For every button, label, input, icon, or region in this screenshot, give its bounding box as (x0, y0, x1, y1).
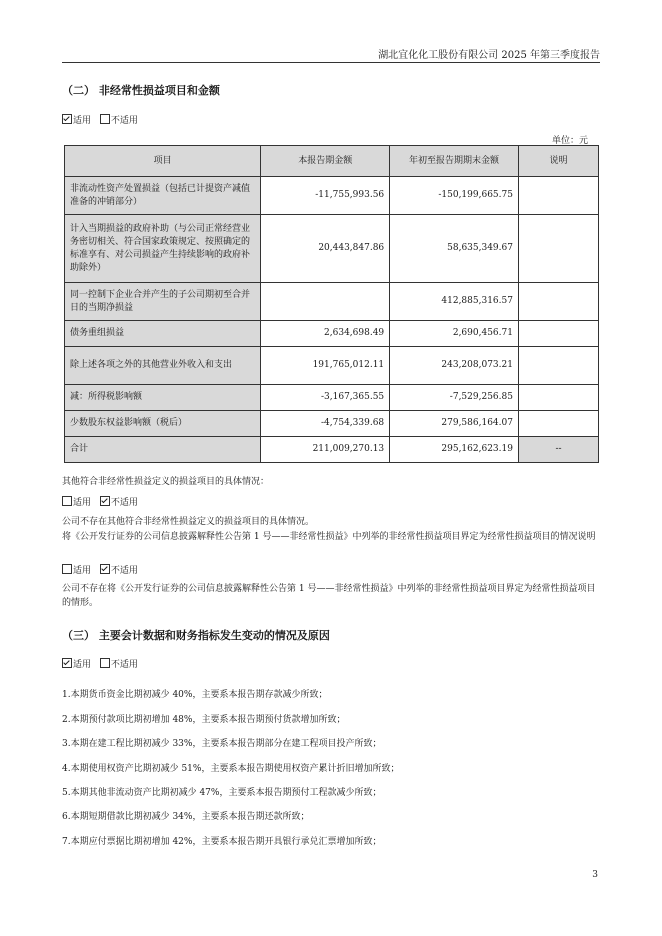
list-item: 3.本期在建工程比期初减少 33%，主要系本报告期部分在建工程项目投产所致； (62, 739, 382, 749)
other-items-label: 其他符合非经常性损益定义的损益项目的具体情况： (62, 477, 270, 487)
table-row: 除上述各项之外的其他营业外收入和支出 191,765,012.11 243,208,073.21 (65, 347, 599, 385)
list-item: 4.本期使用权资产比期初减少 51%，主要系本报告期使用权资产累计折旧增加所致； (62, 764, 400, 774)
other-items-applicability: 适用 不适用 (62, 495, 138, 508)
section-2-title: （二） 非经常性损益项目和金额 (62, 84, 220, 97)
header-ytd: 年初至报告期期末金额 (390, 146, 519, 177)
non-recurring-items-table (64, 145, 599, 463)
reclass-applicability: 适用 不适用 (62, 563, 138, 576)
list-item: 2.本期预付款项比期初增加 48%，主要系本报告期预付货款增加所致； (62, 715, 346, 725)
section-3-applicability: 适用 不适用 (62, 657, 138, 670)
checked-box-icon (100, 564, 110, 574)
table-total-row: 合计 211,009,270.13 295,162,623.19 -- (65, 437, 599, 463)
section-2-applicability: 适用 不适用 (62, 113, 138, 126)
table-row: 计入当期损益的政府补助（与公司正常经营业务密切相关、符合国家政策规定、按照确定的标准享有、对公司损益产生持续影响的政府补助除外） 20,443,847.86 58,635,349.67 (65, 215, 599, 283)
table-row: 非流动性资产处置损益（包括已计提资产减值准备的冲销部分） -11,755,993.56 -150,199,665.75 (65, 177, 599, 215)
checked-box-icon (62, 114, 72, 124)
header-current: 本报告期金额 (261, 146, 390, 177)
header-item: 项目 (65, 146, 261, 177)
table-row: 少数股东权益影响额（税后） -4,754,339.68 279,586,164.07 (65, 411, 599, 437)
header-divider (62, 62, 600, 63)
list-item: 5.本期其他非流动资产比期初减少 47%，主要系本报告期预付工程款减少所致； (62, 788, 382, 798)
list-item: 7.本期应付票据比期初增加 42%，主要系本报告期开具银行承兑汇票增加所致； (62, 837, 382, 847)
unchecked-box-icon (100, 114, 110, 124)
unchecked-box-icon (100, 658, 110, 668)
reclass-text: 公司不存在将《公开发行证券的公司信息披露解释性公告第 1 号——非经常性损益》中列举的非经常性损益项目界定为经常性损益项目的情形。 (62, 584, 596, 608)
list-item: 6.本期短期借款比期初减少 34%，主要系本报告期还款所致； (62, 812, 310, 822)
header-note: 说明 (518, 146, 598, 177)
page-number: 3 (592, 870, 598, 880)
checked-box-icon (100, 496, 110, 506)
reclass-label: 将《公开发行证券的公司信息披露解释性公告第 1 号——非经常性损益》中列举的非经常性损益项目界定为经常性损益项目的情况说明 (62, 532, 596, 542)
checked-box-icon (62, 658, 72, 668)
other-items-text: 公司不存在其他符合非经常性损益定义的损益项目的具体情况。 (62, 517, 315, 527)
section-3-title: （三） 主要会计数据和财务指标发生变动的情况及原因 (62, 629, 330, 642)
unchecked-box-icon (62, 564, 72, 574)
table-row: 减：所得税影响额 -3,167,365.55 -7,529,256.85 (65, 385, 599, 411)
table-header-row (65, 146, 599, 177)
table-row: 同一控制下企业合并产生的子公司期初至合并日的当期净损益 412,885,316.57 (65, 283, 599, 321)
unchecked-box-icon (62, 496, 72, 506)
list-item: 1.本期货币资金比期初减少 40%，主要系本报告期存款减少所致； (62, 690, 328, 700)
table-row: 债务重组损益 2,634,698.49 2,690,456.71 (65, 321, 599, 347)
unit-label: 单位：元 (551, 136, 588, 146)
report-header: 湖北宜化化工股份有限公司 2025 年第三季度报告 (378, 50, 600, 61)
